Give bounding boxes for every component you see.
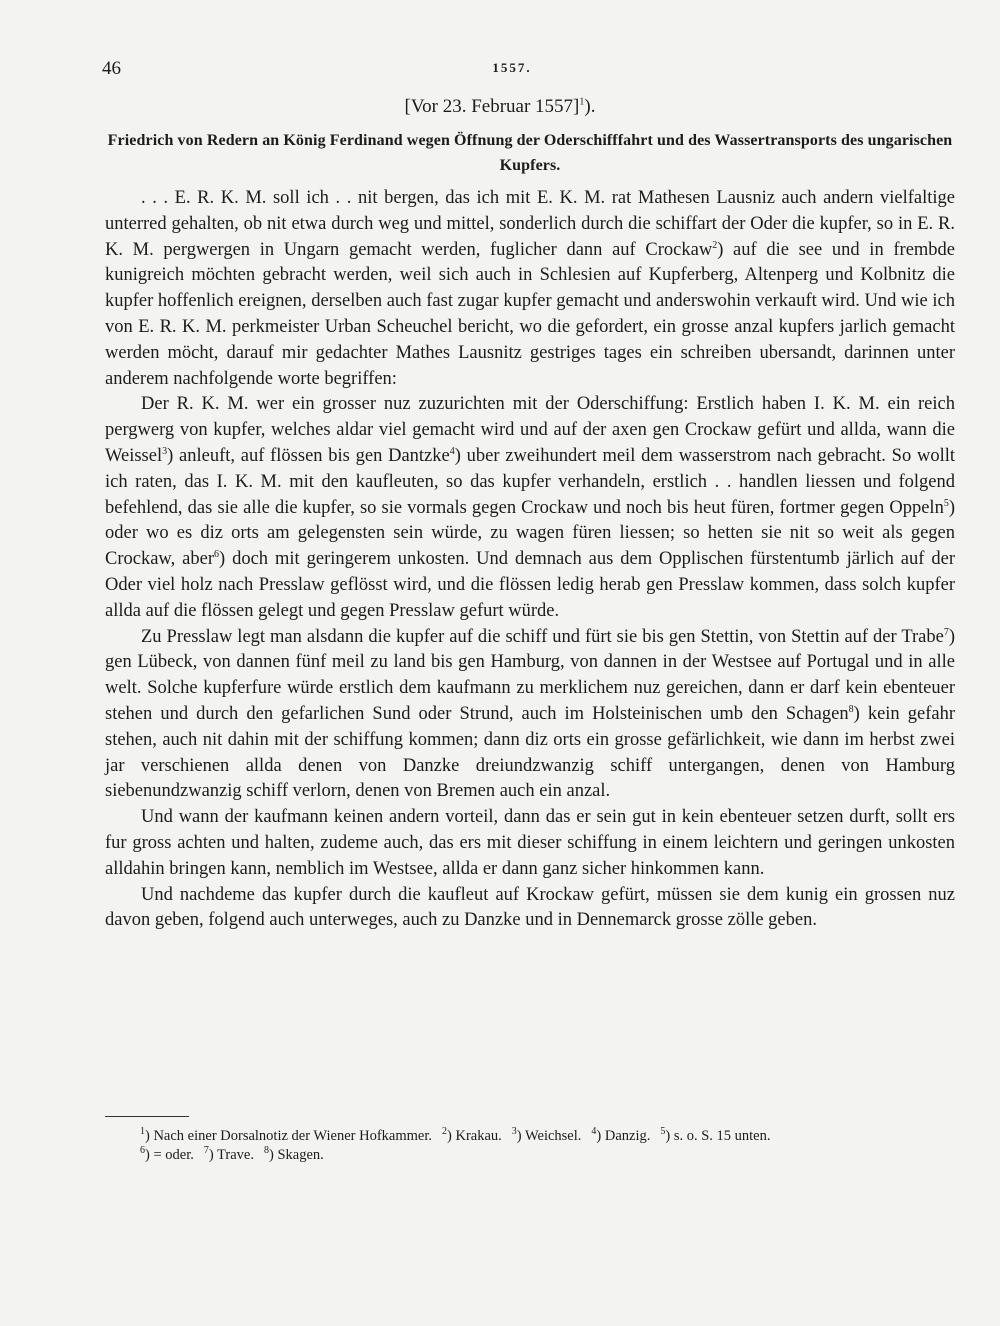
- footnote-item: [442, 1128, 502, 1144]
- footnote-number: 7: [203, 1145, 209, 1157]
- footnote-number: 6: [140, 1145, 145, 1157]
- paragraph-text: . . . E. R. K. M. soll ich . . nit bergen, das ich mit E. K. M. rat Mathesen Lausniz auch andern vielfaltige unterred gehalten, ob nit etwa durch weg und mittel, sonderlich durch die schiffart der Oder die kupfer, so in E. R. K. M. pergwergen in Ungarn gemacht werden, fuglicher dann auf Crockaw: [105, 188, 955, 260]
- page-number: 46: [102, 58, 121, 79]
- footnote-ref: 3: [162, 445, 168, 457]
- footnote-item: [140, 1128, 432, 1144]
- footnote-text: ) Trave.: [208, 1147, 254, 1163]
- footnote-ref: 5: [943, 497, 949, 509]
- footnote-text: ) Nach einer Dorsalnotiz der Wiener Hofkammer.: [145, 1128, 433, 1144]
- footnote-text: ) s. o. S. 15 unten.: [665, 1128, 771, 1144]
- paragraph-text: ) auf die see und in frembde kunigreich möchten gebracht werden, weil sich auch in Schlesien auf Kupferberg, Altenperg und Kolbnitz die kupfer hoffenlich ereignen, derselben auch fast zugar kupfer gemacht und anderswohin verkauft wird. Und wie ich von E. R. K. M. perkmeister Urban Scheuchel bericht, wo die gefordert, ein grosse anzal kupfers jarlich gemacht werden möcht, darauf mir gedachter Mathes Lausnitz gestriges tages ein schreiben ubersandt, darinnen unter anderem nachfolgende worte begriffen:: [105, 239, 956, 389]
- footnotes: [140, 1127, 960, 1165]
- footnote-text: ) Skagen.: [268, 1147, 324, 1163]
- footnote-ref: 1: [579, 96, 585, 108]
- letter-date: [Vor 23. Februar 1557]$^1$).: [404, 96, 596, 117]
- footnote-number: 3: [511, 1126, 517, 1138]
- paragraph-text: Der R. K. M. wer ein grosser nuz zuzurichten mit der Oderschiffung: Erstlich haben I. K. M. ein reich pergwerg von kupfer, welches aldar viel gemacht wird und auf der axen gen Crockaw gefürt und allda, wann die Weissel: [105, 394, 955, 466]
- letter-date-text: [Vor 23. Februar 1557]: [404, 96, 580, 117]
- footnote-number: 4: [591, 1126, 597, 1138]
- footnote-item: [264, 1147, 324, 1163]
- paragraph-text: Und wann der kaufmann keinen andern vorteil, dann das er sein gut in kein ebenteuer setzen durft, sollt ers fur gross achten und halten, zudeme auch, das ers mit dieser schiffung in einem leichtern und geringen unkosten alldahin bringen kann, nemblich im Westsee, allda er dann ganz sicher hinkommen kann.: [105, 807, 955, 879]
- footnote-text: ) Weichsel.: [516, 1128, 582, 1144]
- footnote-ref: 2: [712, 239, 718, 251]
- footnote-ref: 7: [943, 626, 949, 638]
- paragraph-text: Zu Presslaw legt man alsdann die kupfer auf die schiff und fürt sie bis gen Stettin, von Stettin auf der Trabe: [141, 626, 944, 647]
- footnote-item: [512, 1128, 582, 1144]
- footnote-rule: [105, 1116, 189, 1117]
- footnote-number: 2: [442, 1126, 448, 1138]
- footnote-number: 5: [660, 1126, 666, 1138]
- paragraph-text: ) doch mit geringerem unkosten. Und demnach aus dem Opplischen fürstentumb järlich auf der Oder viel holz nach Presslaw geflösst wird, und die flössen ledig herab gen Presslaw kommen, dass solch kupfer allda auf die flössen gelegt und gegen Presslaw gefurt würde.: [105, 549, 955, 621]
- footnote-number: 8: [263, 1145, 269, 1157]
- body-paragraph: [105, 883, 955, 935]
- footnote-text: ) Danzig.: [596, 1128, 651, 1144]
- footnote-ref: 4: [449, 445, 455, 457]
- footnote-ref: 8: [848, 703, 854, 715]
- paragraph-text: ) anleuft, auf flössen bis gen Dantzke: [167, 445, 450, 466]
- body-paragraph: [105, 805, 955, 882]
- paragraph-text: ) kein gefahr stehen, auch nit dahin mit der schiffung kommen; dann diz orts ein grosse gefärlichkeit, wie dann im herbst zwei jar verschienen allda denen von Danzke dreiundzwanzig schiff untergangen, denen von Hamburg siebenundzwanzig schiff verlorn, denen von Bremen auch ein anzal.: [105, 703, 956, 802]
- body-paragraph: [105, 625, 955, 806]
- footnote-item: [591, 1128, 650, 1144]
- footnote-text: ) Krakau.: [447, 1128, 502, 1144]
- paragraph-text: ) uber zweihundert meil dem wasserstrom nach gebracht. So wollt ich raten, das I. K. M. mit den kaufleuten, so das kupfer verhandeln, erstlich . . handlen liessen und folgend befehlend, das sie alle die kupfer, so sie vormals gegen Crockaw und noch bis heut füren, fortmer gegen Oppeln: [105, 445, 955, 518]
- footnote-text: ) = oder.: [145, 1147, 194, 1163]
- letter-body: [105, 186, 955, 934]
- footnote-item: [204, 1147, 254, 1163]
- paragraph-text: ) gen Lübeck, von dannen fünf meil zu land bis gen Hamburg, von dannen in der Westsee auf Portugal und in alle welt. Solche kupferfure würde erstlich dem kaufmann zu merklichem nuz gereichen, dann er darf kein ebenteuer stehen und durch den gefarlichen Sund oder Strund, auch im Holsteinischen umb den Schagen: [105, 626, 955, 724]
- letter-title: Friedrich von Redern an König Ferdinand wegen Öffnung der Oderschifffahrt und des Wassertransports des ungarischen Kupfers.: [107, 132, 953, 174]
- body-paragraph: [105, 392, 955, 624]
- running-head-year: 1557.: [492, 60, 532, 75]
- body-paragraph: [105, 186, 955, 392]
- paragraph-text: Und nachdeme das kupfer durch die kaufleut auf Krockaw gefürt, müssen sie dem kunig ein grossen nuz davon geben, folgend auch unterweges, auch zu Danzke und in Dennemarck grosse zölle geben.: [105, 884, 955, 931]
- paragraph-text: ) oder wo es diz orts am gelegensten sein würde, zu wagen füren liessen; so hetten sie nit so weit als gegen Crockaw, aber: [105, 497, 955, 570]
- footnote-item: [140, 1147, 194, 1163]
- footnote-item: [660, 1128, 770, 1144]
- footnote-ref: 6: [213, 549, 219, 560]
- footnote-number: 1: [140, 1126, 145, 1138]
